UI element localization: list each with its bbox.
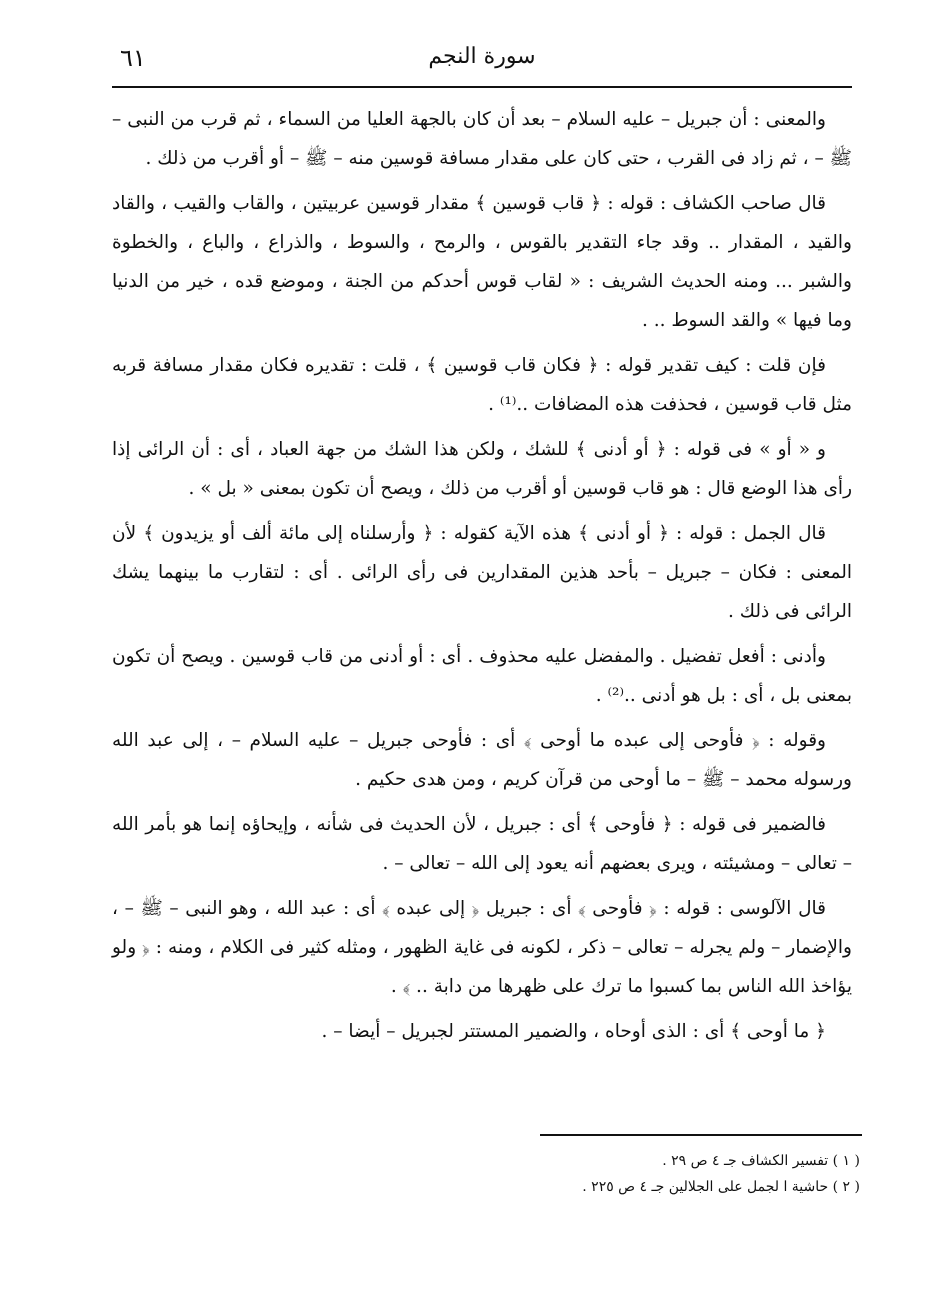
page-header xyxy=(112,44,852,82)
paragraph: وقوله : ﴿ فأوحى إلى عبده ما أوحى ﴾ أى : فأوحى جبريل – عليه السلام – ، إلى عبد الله ورسوله محمد – ﷺ – ما أوحى من قرآن كريم ، ومن هدى حكيم . xyxy=(112,730,852,790)
paragraph: فإن قلت : كيف تقدير قوله : ﴿ فكان قاب قوسين ﴾ ، قلت : تقديره فكان مقدار مسافة قربه مثل قاب قوسين ، فحذفت هذه المضافات ..⁽¹⁾ . xyxy=(112,355,852,415)
footnote-rule xyxy=(540,1134,862,1136)
running-title: سورة النجم xyxy=(428,44,536,69)
paragraph: والمعنى : أن جبريل – عليه السلام – بعد أن كان بالجهة العليا من السماء ، ثم قرب من النبى – ﷺ – ، ثم زاد فى القرب ، حتى كان على مقدار مسافة قوسين منه – ﷺ – أو أقرب من ذلك . xyxy=(112,109,852,169)
header-rule xyxy=(112,86,852,88)
body-text xyxy=(112,100,852,1057)
paragraph: قال صاحب الكشاف : قوله : ﴿ قاب قوسين ﴾ مقدار قوسين عربيتين ، والقاب والقيب ، والقاد والقيد ، المقدار .. وقد جاء التقدير بالقوس ، والرمح ، والسوط ، والذراع ، والباع ، والخطوة والشبر ... ومنه الحديث الشريف : « لقاب قوس أحدكم من الجنة ، وموضع قده ، خير من الدنيا وما فيها » والقد السوط .. . xyxy=(112,193,852,331)
paragraph: فالضمير فى قوله : ﴿ فأوحى ﴾ أى : جبريل ، لأن الحديث فى شأنه ، وإيحاؤه إنما هو بأمر الله – تعالى – ومشيئته ، ويرى بعضهم أنه يعود إلى الله – تعالى – . xyxy=(112,814,852,874)
footnote: ( ٢ ) حاشية ا لجمل على الجلالين جـ ٤ ص ٢٢٥ . xyxy=(582,1179,860,1195)
paragraph: قال الآلوسى : قوله : ﴿ فأوحى ﴾ أى : جبريل ﴿ إلى عبده ﴾ أى : عبد الله ، وهو النبى – ﷺ – ، والإضمار – ولم يجرله – تعالى – ذكر ، لكونه فى غاية الظهور ، ومثله كثير فى الكلام ، ومنه : ﴿ ولو يؤاخذ الله الناس بما كسبوا ما ترك على ظهرها من دابة .. ﴾ . xyxy=(112,898,852,997)
paragraph: قال الجمل : قوله : ﴿ أو أدنى ﴾ هذه الآية كقوله : ﴿ وأرسلناه إلى مائة ألف أو يزيدون ﴾ لأن المعنى : فكان – جبريل – بأحد هذين المقدارين فى رأى الرائى . أى : لتقارب ما بينهما يشك الرائى فى ذلك . xyxy=(112,523,852,622)
paragraph: و « أو » فى قوله : ﴿ أو أدنى ﴾ للشك ، ولكن هذا الشك من جهة العباد ، أى : أن الرائى إذا رأى هذا الوضع قال : هو قاب قوسين أو أقرب من ذلك ، ويصح أن تكون بمعنى « بل » . xyxy=(112,439,852,499)
page-number: ٦١ xyxy=(120,44,146,72)
footnotes xyxy=(440,1148,860,1200)
paragraph: ﴿ ما أوحى ﴾ أى : الذى أوحاه ، والضمير المستتر لجبريل – أيضا – . xyxy=(321,1021,826,1042)
paragraph: وأدنى : أفعل تفضيل . والمفضل عليه محذوف . أى : أو أدنى من قاب قوسين . ويصح أن تكون بمعنى بل ، أى : بل هو أدنى ..⁽²⁾ . xyxy=(112,646,852,706)
footnote: ( ١ ) تفسير الكشاف جـ ٤ ص ٢٩ . xyxy=(662,1153,860,1169)
